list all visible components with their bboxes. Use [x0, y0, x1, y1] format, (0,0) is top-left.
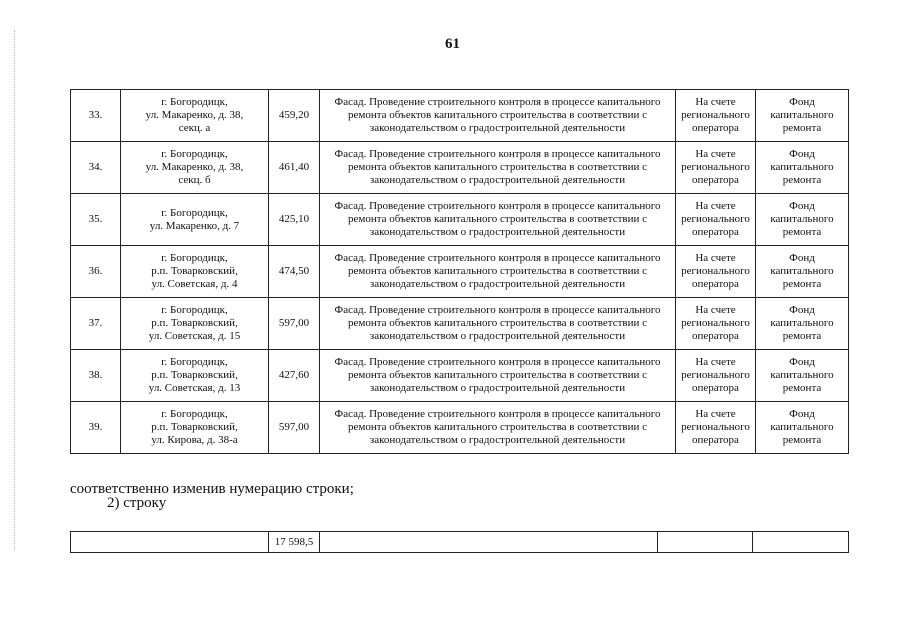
area-cell: 461,40: [269, 142, 320, 194]
account-cell-line: На счете: [695, 356, 736, 368]
address-cell: [121, 194, 269, 246]
fund-cell: [756, 142, 849, 194]
summary-row: [71, 532, 849, 553]
fund-cell-line: ремонта: [782, 434, 822, 446]
account-cell-line: регионального: [681, 109, 750, 121]
account-cell: [676, 298, 756, 350]
address-cell-line: ул. Макаренко, д. 7: [149, 219, 240, 232]
work-description-cell-line: законодательством о градостроительной деятельности: [369, 278, 626, 290]
account-cell: [676, 350, 756, 402]
summary-cell-empty: [753, 532, 849, 553]
fund-cell-line: Фонд: [789, 96, 815, 108]
work-description-cell-line: Фасад. Проведение строительного контроля в процессе капитального: [334, 148, 661, 160]
works-table: [70, 89, 849, 454]
work-description-cell-line: ремонта объектов капитального строительства в соответствии с: [348, 161, 647, 173]
address-cell-line: г. Богородицк,: [161, 148, 228, 160]
address-cell: [121, 246, 269, 298]
address-cell-line: г. Богородицк,: [161, 408, 228, 420]
work-description-cell: [320, 402, 676, 454]
work-description-cell-line: ремонта объектов капитального строительства в соответствии с: [348, 213, 647, 225]
work-description-cell-line: законодательством о градостроительной деятельности: [369, 434, 626, 446]
fund-cell-line: ремонта: [782, 174, 822, 186]
work-description-cell-line: законодательством о градостроительной деятельности: [369, 330, 626, 342]
work-description-cell-line: Фасад. Проведение строительного контроля в процессе капитального: [334, 304, 661, 316]
row-number: 38.: [71, 350, 121, 402]
address-cell-line: ул. Макаренко, д. 38,: [145, 161, 244, 173]
address-cell-line: секц. б: [178, 174, 211, 186]
fund-cell-line: Фонд: [789, 304, 815, 316]
area-cell: 427,60: [269, 350, 320, 402]
address-cell-line: ул. Советская, д. 13: [148, 382, 241, 394]
area-cell: 474,50: [269, 246, 320, 298]
fund-cell-line: Фонд: [789, 252, 815, 264]
work-description-cell-line: законодательством о градостроительной деятельности: [369, 382, 626, 394]
address-cell: [121, 90, 269, 142]
fund-cell-line: Фонд: [789, 408, 815, 420]
summary-cell-empty: [658, 532, 753, 553]
account-cell-line: На счете: [695, 148, 736, 160]
account-cell-line: оператора: [692, 174, 739, 186]
account-cell-line: регионального: [681, 213, 750, 225]
address-cell-line: р.п. Товарковский,: [151, 369, 238, 381]
table-row: [71, 402, 849, 454]
work-description-cell-line: Фасад. Проведение строительного контроля в процессе капитального: [334, 96, 661, 108]
table-row: [71, 246, 849, 298]
paragraph-renumber-note: соответственно изменив нумерацию строки;: [70, 481, 354, 497]
work-description-cell: [320, 194, 676, 246]
work-description-cell-line: Фасад. Проведение строительного контроля в процессе капитального: [334, 252, 661, 264]
row-number: 39.: [71, 402, 121, 454]
account-cell-line: оператора: [692, 122, 739, 134]
summary-table: [70, 531, 849, 553]
summary-area: 17 598,5: [269, 532, 320, 553]
fund-cell: [756, 298, 849, 350]
table-row: [71, 90, 849, 142]
account-cell-line: оператора: [692, 434, 739, 446]
row-number: 35.: [71, 194, 121, 246]
fund-cell-line: Фонд: [789, 148, 815, 160]
account-cell-line: На счете: [695, 252, 736, 264]
work-description-cell-line: ремонта объектов капитального строительства в соответствии с: [348, 109, 647, 121]
work-description-cell-line: Фасад. Проведение строительного контроля в процессе капитального: [334, 408, 661, 420]
work-description-cell: [320, 350, 676, 402]
fund-cell-line: капитального: [770, 213, 834, 225]
work-description-cell-line: законодательством о градостроительной деятельности: [369, 174, 626, 186]
account-cell: [676, 246, 756, 298]
work-description-cell: [320, 246, 676, 298]
row-number: 36.: [71, 246, 121, 298]
fund-cell-line: капитального: [770, 265, 834, 277]
account-cell: [676, 402, 756, 454]
fund-cell-line: ремонта: [782, 278, 822, 290]
account-cell-line: регионального: [681, 317, 750, 329]
table-row: [71, 142, 849, 194]
address-cell-line: секц. а: [178, 122, 211, 134]
fund-cell-line: капитального: [770, 317, 834, 329]
account-cell-line: На счете: [695, 200, 736, 212]
fund-cell: [756, 350, 849, 402]
account-cell-line: На счете: [695, 408, 736, 420]
address-cell: [121, 350, 269, 402]
address-cell-line: г. Богородицк,: [161, 304, 228, 316]
fund-cell-line: Фонд: [789, 356, 815, 368]
account-cell-line: На счете: [695, 304, 736, 316]
work-description-cell: [320, 90, 676, 142]
work-description-cell-line: законодательством о градостроительной деятельности: [369, 122, 626, 134]
account-cell-line: регионального: [681, 369, 750, 381]
address-cell-line: г. Богородицк,: [161, 252, 228, 264]
address-cell: [121, 298, 269, 350]
address-cell-line: ул. Кирова, д. 38-а: [151, 434, 238, 446]
summary-cell-empty: [320, 532, 658, 553]
address-cell-line: р.п. Товарковский,: [151, 317, 238, 329]
fund-cell: [756, 246, 849, 298]
page-number: 61: [445, 36, 460, 52]
account-cell-line: регионального: [681, 265, 750, 277]
address-cell: [121, 142, 269, 194]
margin-dotted-line: [14, 30, 16, 550]
work-description-cell-line: ремонта объектов капитального строительства в соответствии с: [348, 317, 647, 329]
row-number: 34.: [71, 142, 121, 194]
address-cell-line: ул. Советская, д. 15: [148, 330, 241, 342]
row-number: 33.: [71, 90, 121, 142]
account-cell: [676, 142, 756, 194]
fund-cell-line: капитального: [770, 421, 834, 433]
account-cell-line: оператора: [692, 278, 739, 290]
account-cell-line: регионального: [681, 161, 750, 173]
address-cell-line: г. Богородицк,: [161, 206, 228, 219]
work-description-cell-line: законодательством о градостроительной деятельности: [369, 226, 626, 238]
work-description-cell-line: Фасад. Проведение строительного контроля в процессе капитального: [334, 200, 661, 212]
account-cell: [676, 194, 756, 246]
account-cell-line: оператора: [692, 330, 739, 342]
work-description-cell: [320, 142, 676, 194]
work-description-cell-line: ремонта объектов капитального строительства в соответствии с: [348, 265, 647, 277]
row-number: 37.: [71, 298, 121, 350]
account-cell-line: На счете: [695, 96, 736, 108]
area-cell: 597,00: [269, 298, 320, 350]
work-description-cell: [320, 298, 676, 350]
table-row: [71, 350, 849, 402]
account-cell-line: оператора: [692, 226, 739, 238]
work-description-cell-line: ремонта объектов капитального строительства в соответствии с: [348, 369, 647, 381]
account-cell-line: регионального: [681, 421, 750, 433]
fund-cell-line: ремонта: [782, 330, 822, 342]
account-cell: [676, 90, 756, 142]
account-cell-line: оператора: [692, 382, 739, 394]
address-cell: [121, 402, 269, 454]
paragraph-item-2: 2) строку: [107, 495, 167, 511]
fund-cell: [756, 90, 849, 142]
table-row: [71, 194, 849, 246]
fund-cell: [756, 402, 849, 454]
fund-cell-line: капитального: [770, 369, 834, 381]
summary-cell-empty: [71, 532, 269, 553]
fund-cell-line: ремонта: [782, 382, 822, 394]
address-cell-line: г. Богородицк,: [161, 96, 228, 108]
address-cell-line: р.п. Товарковский,: [151, 265, 238, 277]
work-description-cell-line: Фасад. Проведение строительного контроля в процессе капитального: [334, 356, 661, 368]
table-row: [71, 298, 849, 350]
address-cell-line: р.п. Товарковский,: [151, 421, 238, 433]
address-cell-line: ул. Советская, д. 4: [151, 278, 238, 290]
area-cell: 459,20: [269, 90, 320, 142]
fund-cell-line: ремонта: [782, 226, 822, 238]
work-description-cell-line: ремонта объектов капитального строительства в соответствии с: [348, 421, 647, 433]
address-cell-line: г. Богородицк,: [161, 356, 228, 368]
area-cell: 597,00: [269, 402, 320, 454]
fund-cell: [756, 194, 849, 246]
address-cell-line: ул. Макаренко, д. 38,: [145, 109, 244, 121]
fund-cell-line: капитального: [770, 161, 834, 173]
fund-cell-line: капитального: [770, 109, 834, 121]
area-cell: 425,10: [269, 194, 320, 246]
fund-cell-line: Фонд: [789, 200, 815, 212]
fund-cell-line: ремонта: [782, 122, 822, 134]
